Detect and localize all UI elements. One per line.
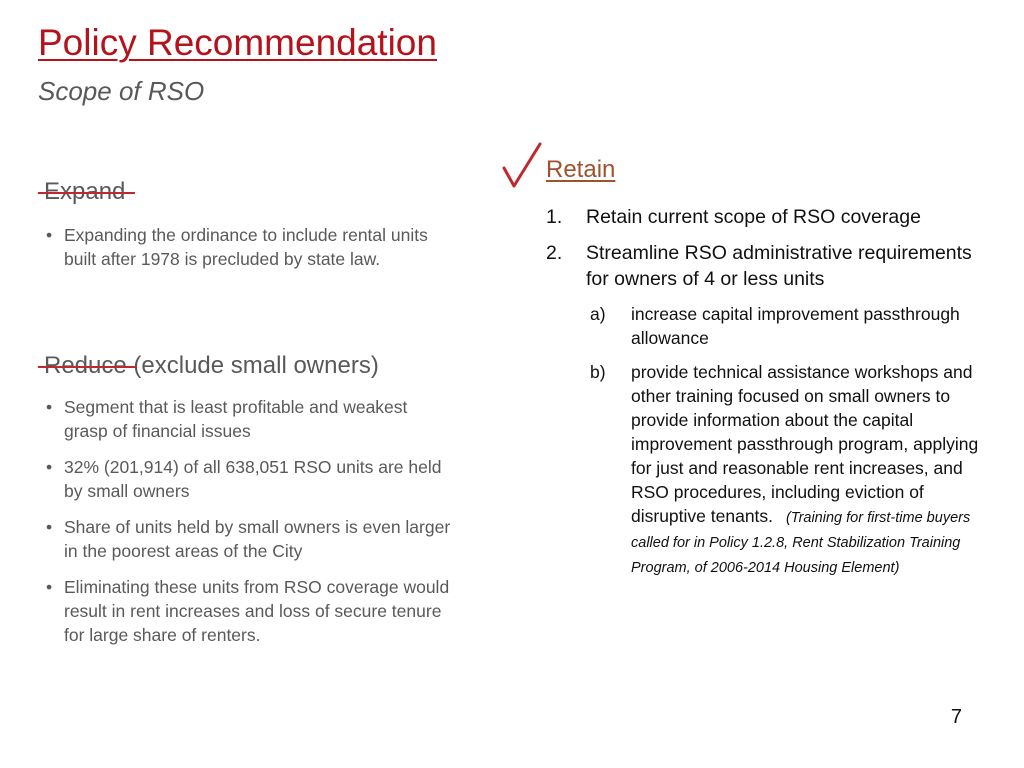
bullet-text: 32% (201,914) of all 638,051 RSO units are held by small owners	[64, 457, 442, 501]
list-item	[546, 204, 986, 230]
reduce-heading-label	[44, 352, 127, 380]
slide-subtitle: Scope of RSO	[38, 76, 205, 106]
list-item	[44, 575, 454, 647]
bullet-text: Share of units held by small owners is even larger in the poorest areas of the City	[64, 517, 451, 561]
sub-list-text: provide technical assistance workshops and other training focused on small owners to provide information about the capital improvement passthrough program, applying for just and reasonable rent increases, and RSO procedures, including eviction of disruptive tenants.	[631, 362, 979, 526]
list-number: 2.	[546, 242, 563, 264]
bullet-icon: •	[46, 457, 53, 477]
expand-bullet-list	[44, 223, 454, 283]
expand-heading-label	[44, 178, 125, 206]
reduce-heading	[44, 352, 379, 380]
list-item-text: Retain current scope of RSO coverage	[586, 206, 921, 228]
reduce-heading-suffix: (exclude small owners)	[126, 352, 379, 379]
expand-heading	[44, 178, 125, 206]
retain-heading: Retain	[546, 156, 616, 183]
checkmark-icon	[500, 140, 544, 190]
sub-list-item	[588, 302, 986, 350]
retain-sub-list	[586, 302, 986, 579]
sub-list-letter: a)	[590, 304, 606, 324]
bullet-text: Eliminating these units from RSO coverage would result in rent increases and loss of secure tenure for large share of renters.	[64, 577, 450, 645]
list-item	[44, 455, 454, 503]
strikethrough-line	[38, 192, 135, 194]
bullet-text: Segment that is least profitable and weakest grasp of financial issues	[64, 397, 408, 441]
expand-heading-text: Expand	[44, 178, 126, 205]
bullet-icon: •	[46, 577, 53, 597]
sub-list-text: increase capital improvement passthrough allowance	[631, 304, 960, 348]
strikethrough-line	[38, 366, 137, 368]
sub-list-item	[588, 360, 986, 579]
slide-title: Policy Recommendation	[38, 22, 437, 63]
list-number: 1.	[546, 206, 563, 228]
bullet-icon: •	[46, 225, 53, 245]
list-item-text: Streamline RSO administrative requirements for owners of 4 or less units	[586, 242, 972, 290]
list-item	[44, 223, 454, 271]
bullet-text: Expanding the ordinance to include rental units built after 1978 is precluded by state law.	[64, 225, 428, 269]
list-item	[44, 395, 454, 443]
bullet-icon: •	[46, 517, 53, 537]
sub-list-letter: b)	[590, 362, 606, 382]
page-number: 7	[950, 706, 962, 728]
reduce-bullet-list	[44, 395, 454, 659]
retain-numbered-list	[546, 204, 986, 589]
training-note: (Training for first-time buyers called for in Policy 1.2.8, Rent Stabilization Training Program, of 2006-2014 Housing Element)	[631, 510, 971, 576]
reduce-heading-text: Reduce	[44, 352, 127, 379]
list-item	[44, 515, 454, 563]
bullet-icon: •	[46, 397, 53, 417]
list-item	[546, 240, 986, 579]
